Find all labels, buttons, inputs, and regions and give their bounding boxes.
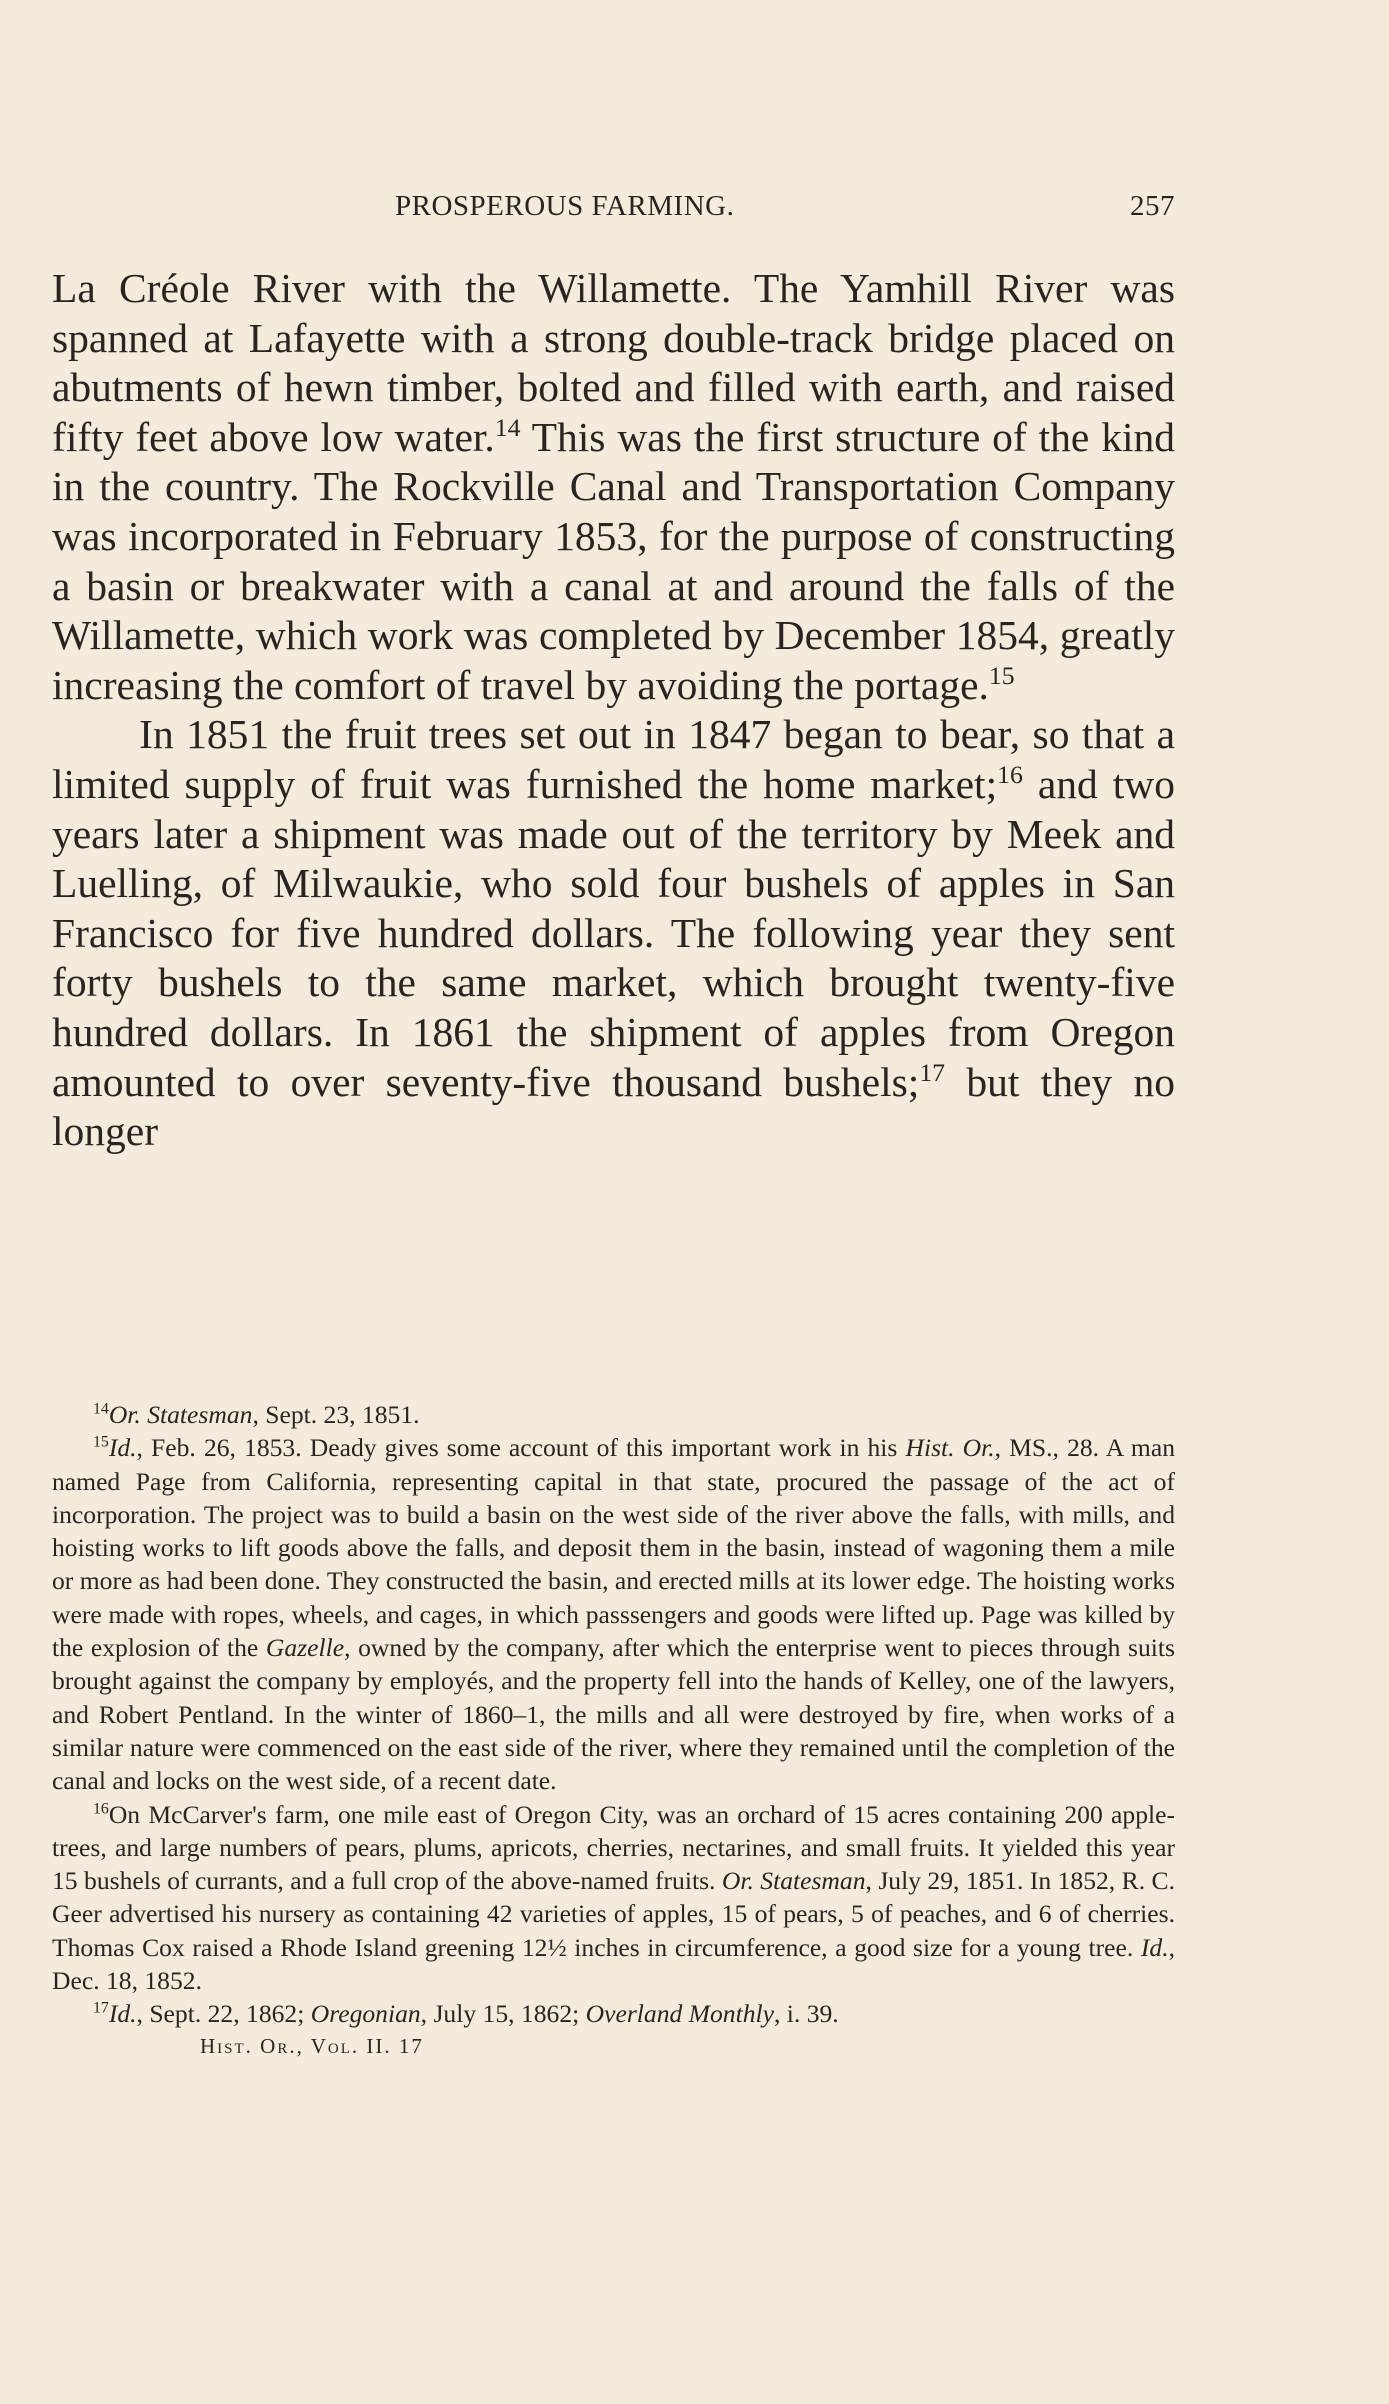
paragraph-2-text-b: and two years later a shipment was made out of the territory by Meek and Luelling, of Milwaukie, who sold four bushels of apples in San Francisco for five hundred dollars. The following year they sent forty bushels to the same market, which brought twenty-five hundred dollars. In 1861 the shipment of apples from Oregon amounted to over seventy-five thousand bushels; (52, 760, 1175, 1105)
footnote-ref-15: 15 (988, 660, 1015, 690)
footnotes (52, 1398, 1175, 2061)
footnote-15-text-b: , MS., 28. A man named Page from California, representing capital in that state, procured the passage of the act of incorporation. The project was to build a basin on the west side of the river above the falls, with mills, and hoisting works to lift goods above the falls, and deposit them in the basin, instead of wagoning them a mile or more as had been done. They constructed the basin, and erected mills at its lower edge. The hoisting works were made with ropes, wheels, and cages, in which passsengers and goods were lifted up. Page was killed by the explosion of the (52, 1433, 1175, 1663)
footnote-16-number: 16 (92, 1800, 109, 1818)
footnote-17-ibid: Id. (108, 1999, 137, 2029)
footnote-16-source: Or. Statesman (721, 1866, 866, 1896)
footnote-17-number: 17 (92, 1999, 109, 2017)
footnote-16-ibid: Id. (1140, 1932, 1169, 1962)
main-text (52, 264, 1175, 1157)
footnote-16 (52, 1798, 1175, 1998)
paragraph-1-text-b: This was the first structure of the kind in the country. The Rockville Canal and Transportation Company was incorporated in February 1853, for the purpose of constructing a basin or breakwater with a canal at and around the falls of the Willamette, which work was completed by December 1854, greatly increasing the comfort of travel by avoiding the portage. (52, 413, 1175, 708)
page-number: 257 (1130, 190, 1175, 222)
footnote-ref-16: 16 (997, 760, 1023, 790)
signature-mark: Hist. Or., Vol. II. 17 (200, 2033, 424, 2058)
footnote-17-source-1: Oregonian (310, 1999, 421, 2029)
footnote-15-number: 15 (92, 1433, 109, 1451)
footnote-15 (52, 1431, 1175, 1797)
footnote-17-text-a: , Sept. 22, 1862; (136, 1999, 311, 2029)
paragraph-2-text-c: but they no longer (52, 1058, 1175, 1155)
footnote-14-source: Or. Statesman (108, 1400, 253, 1429)
paragraph-1 (52, 264, 1175, 710)
paragraph-1-text-a: La Créole River with the Willamette. The Yamhill River was spanned at Lafayette with a strong double-track bridge placed on abutments of hewn timber, bolted and filled with earth, and raised fifty feet above low water. (52, 265, 1175, 460)
footnote-14-text: , Sept. 23, 1851. (252, 1400, 420, 1429)
paragraph-2-text-a: In 1851 the fruit trees set out in 1847 began to bear, so that a limited supply of fruit was furnished the home market; (52, 711, 1175, 807)
paragraph-2 (52, 710, 1175, 1156)
footnote-16-text-b: , July 29, 1851. In 1852, R. C. Geer advertised his nursery as containing 42 varieties of apples, 15 of pears, 5 of peaches, and 6 of cherries. Thomas Cox raised a Rhode Island greening 12½ inches in circumference, a good size for a young tree. (52, 1866, 1175, 1962)
footnote-17-text-c: , i. 39. (773, 1999, 839, 2029)
footnote-17-source-2: Overland Monthly (585, 1999, 774, 2029)
running-header (395, 190, 1175, 230)
footnote-15-source: Hist. Or. (905, 1433, 995, 1463)
footnote-17-text-b: , July 15, 1862; (420, 1999, 586, 2029)
footnote-ref-17: 17 (919, 1057, 946, 1087)
footnote-14-number: 14 (92, 1400, 109, 1418)
footnote-14 (52, 1398, 1175, 1431)
footnote-16-text-c: , Dec. 18, 1852. (52, 1932, 1175, 1996)
footnote-17 (52, 1997, 1175, 2030)
footnote-15-ibid: Id. (108, 1433, 137, 1463)
footnote-ref-14: 14 (494, 412, 521, 442)
footnote-16-text-a: On McCarver's farm, one mile east of Oregon City, was an orchard of 15 acres containing 200 apple-trees, and large numbers of pears, plums, apricots, cherries, nectarines, and small fruits. It yielded this year 15 bushels of currants, and a full crop of the above-named fruits. (52, 1799, 1175, 1896)
footnote-15-ship-name: Gazelle (265, 1633, 345, 1663)
footnote-15-text-a: , Feb. 26, 1853. Deady gives some account of this important work in his (136, 1433, 906, 1463)
footnote-15-text-c: , owned by the company, after which the enterprise went to pieces through suits brought against the company by employés, and the property fell into the hands of Kelley, one of the lawyers, and Robert Pentland. In the winter of 1860–1, the mills and all were destroyed by fire, when works of a similar nature were commenced on the east side of the river, where they remained until the completion of the canal and locks on the west side, of a recent date. (52, 1633, 1175, 1796)
running-title: PROSPEROUS FARMING. (395, 190, 735, 222)
